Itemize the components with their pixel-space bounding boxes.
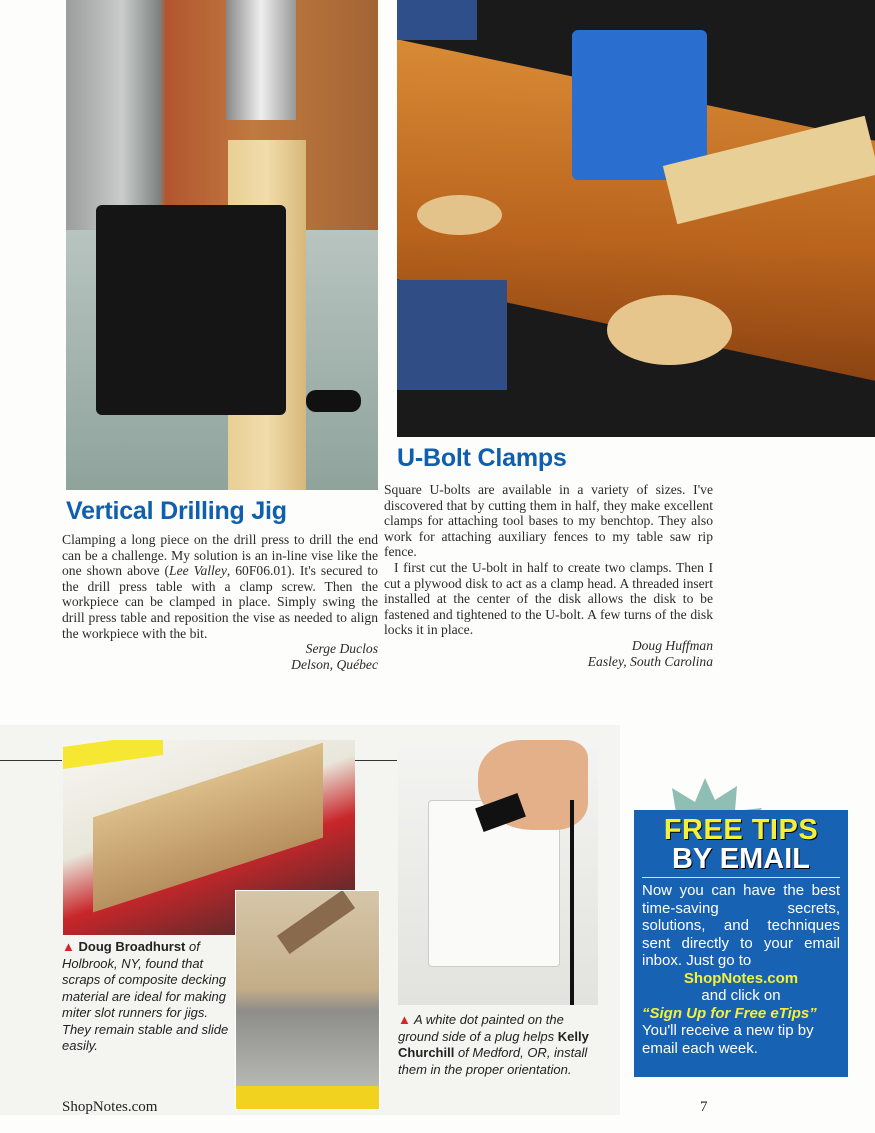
- free-tips-promo-box: [634, 810, 848, 1077]
- miter-slot-inset-photo: [235, 890, 380, 1110]
- author-location: Easley, South Carolina: [587, 653, 713, 669]
- caption-text: A white dot painted on the ground side of a plug helps: [398, 1012, 564, 1044]
- paragraph: [62, 532, 378, 641]
- u-bolt-clamp-photo: [397, 0, 875, 437]
- footer-site-name: ShopNotes.com: [62, 1099, 158, 1115]
- author-name: Serge Duclos: [305, 641, 378, 657]
- caption-text: of Medford, OR, install them in the proper orientation.: [398, 1045, 588, 1077]
- caption-text: of Holbrook, NY, found that scraps of composite decking material are ideal for making miter slot runners for jigs. They remain stable and slide easily.: [62, 939, 229, 1053]
- promo-text-mid: and click on: [701, 987, 781, 1004]
- article-body-u-bolt: [384, 482, 713, 669]
- brand-name: Lee Valley: [169, 563, 227, 579]
- triangle-marker-icon: ▲: [398, 1012, 411, 1027]
- paragraph: I first cut the U-bolt in half to create two clamps. Then I cut a plywood disk to act as a clamp head. A threaded insert installed at the center of the disk allows the disk to be fastened and tightened to the U-bolt. A few turns of the disk locks it in place.: [384, 559, 713, 638]
- paragraph: Square U-bolts are available in a variety of sizes. I've discovered that by cutting them in half, they make excellent clamps for attaching tool bases to my benchtop. They also work for attaching auxiliary fences to my table saw rip fence.: [384, 482, 713, 560]
- promo-title-line1: FREE TIPS: [663, 814, 819, 846]
- promo-title-line2: BY EMAIL: [671, 843, 811, 875]
- promo-text: [634, 882, 848, 1057]
- caption-miter-slot: [62, 939, 234, 1055]
- promo-divider: [642, 877, 840, 878]
- page-number: 7: [700, 1099, 708, 1115]
- author-location: Delson, Québec: [291, 656, 378, 672]
- author-name: Doug Huffman: [631, 637, 713, 653]
- contributor-name: Doug Broadhurst: [78, 939, 186, 954]
- text: , 60F06.01). It's secured to the drill press table with a clamp screw. Then the workpiece can be clamped in place. Simply swing the drill press table and reposition the vise as needed to align the workpiece with the bit.: [62, 563, 378, 641]
- drill-press-vise-photo: [66, 0, 378, 490]
- signup-etips-link[interactable]: “Sign Up for Free eTips”: [642, 1004, 817, 1022]
- promo-body: Now you can have the best time-saving secrets, solutions, and techniques sent directly to your email inbox. Just go to: [642, 882, 840, 969]
- promo-text-end: You'll receive a new tip by email each week.: [642, 1022, 814, 1057]
- article-title-drilling-jig: Vertical Drilling Jig: [66, 497, 287, 525]
- divider: [355, 760, 397, 761]
- text: Clamping a long piece on the drill press to drill the end can be a challenge. My solution is an in-line vise like the one shown above (: [62, 532, 378, 579]
- article-body-drilling-jig: [62, 532, 378, 672]
- divider: [0, 760, 62, 761]
- caption-plug: [398, 1012, 602, 1078]
- shopnotes-link[interactable]: ShopNotes.com: [683, 969, 799, 987]
- article-title-u-bolt: U-Bolt Clamps: [397, 444, 567, 472]
- outlet-plug-photo: [398, 740, 598, 1005]
- triangle-marker-icon: ▲: [62, 939, 75, 954]
- contributor-name: Kelly Churchill: [398, 1028, 589, 1060]
